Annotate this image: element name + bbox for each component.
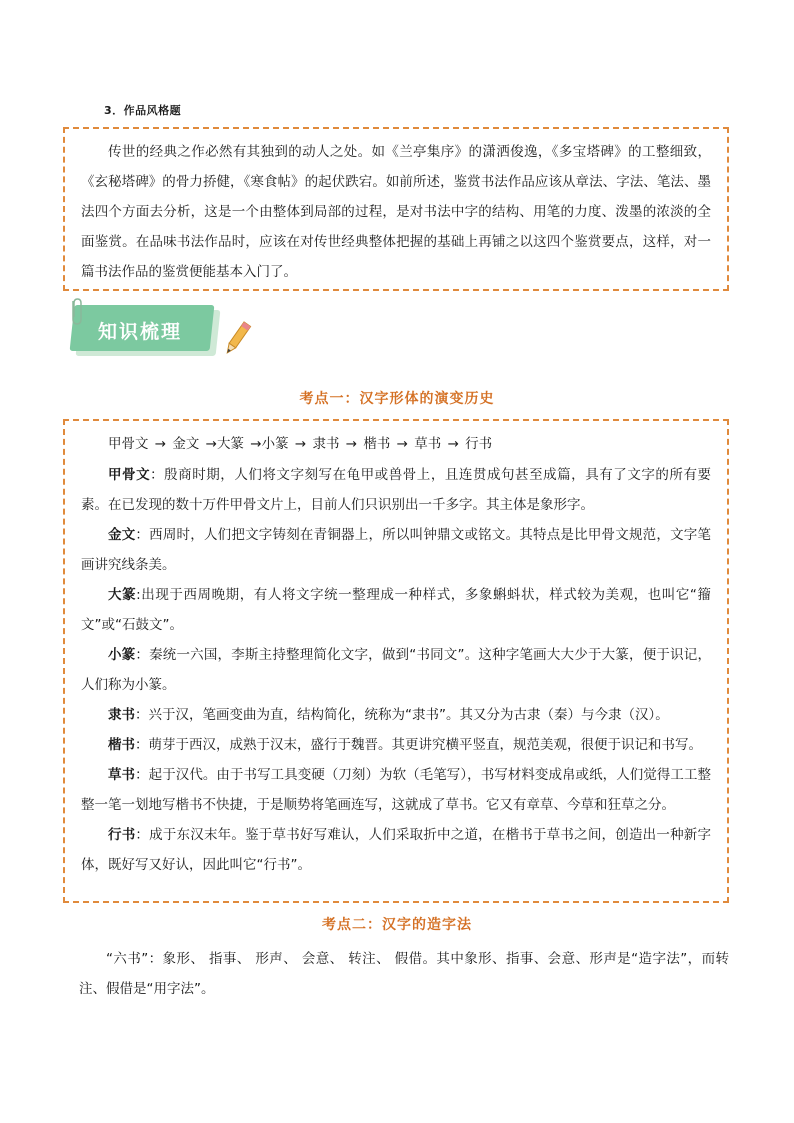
script-item [81,580,711,640]
script-description: ：成于东汉末年。鉴于草书好写难认，人们采取折中之道，在楷书于草书之间，创造出一种新字体，既好写又好认，因此叫它“行书”。 [81,827,712,873]
evolution-sequence: 甲骨文 → 金文 →大篆 →小篆 → 隶书 → 楷书 → 草书 → 行书 [108,436,493,452]
kaodian1-title: 考点一：汉字形体的演变历史 [299,391,495,407]
script-item [81,760,711,820]
script-description: ：西周时，人们把文字铸刻在青铜器上，所以叫钟鼎文或铭文。其特点是比甲骨文规范，文字笔画讲究线条美。 [81,527,712,573]
kaodian1-box [63,419,729,903]
script-description: ：萌芽于西汉，成熟于汉末，盛行于魏晋。其更讲究横平竖直，规范美观，很便于识记和书写。 [135,737,702,753]
script-item [81,640,711,700]
section-heading: 3．作品风格题 [104,104,182,117]
kaodian2-title: 考点二：汉字的造字法 [322,917,472,933]
script-description: ：秦统一六国，李斯主持整理简化文字，做到“书同文”。这种字笔画大大少于大篆，便于识记，人们称为小篆。 [81,647,711,693]
script-description: ：兴于汉，笔画变曲为直，结构简化，统称为“隶书”。其又分为古隶（秦）与今隶（汉）。 [135,707,669,723]
script-item [81,730,711,760]
script-term: 金文 [108,527,136,543]
script-description: ：殷商时期，人们将文字刻写在龟甲或兽骨上，且连贯成句甚至成篇，具有了文字的所有要素。在已发现的数十万件甲骨文片上，目前人们只识别出一千多字。其主体是象形字。 [81,467,712,513]
script-term: 楷书 [108,737,135,753]
script-item [81,820,711,880]
liushu-paragraph: “六书”：象形、 指事、 形声、 会意、 转注、 假借。其中象形、指事、会意、形声是“造字法”，而转注、假借是“用字法”。 [79,951,729,997]
script-term: 行书 [108,827,136,843]
script-term: 草书 [108,767,136,783]
knowledge-banner [72,305,262,363]
banner-title: 知识梳理 [98,321,183,343]
pencil-icon [220,319,254,359]
script-item [81,520,711,580]
script-description: ：起于汉代。由于书写工具变硬（刀刻）为软（毛笔写），书写材料变成帛或纸，人们觉得工工整整一笔一划地写楷书不快捷，于是顺势将笔画连写，这就成了草书。它又有章草、今草和狂草之分。 [81,767,712,813]
script-term: 小篆 [108,647,136,663]
script-term: 甲骨文 [108,467,151,483]
script-item [81,460,711,520]
style-question-box [63,127,729,291]
script-description: :出现于西周晚期，有人将文字统一整理成一种样式，多象蝌蚪状，样式较为美观，也叫它“籀文”或“石鼓文”。 [81,587,711,633]
paperclip-icon [68,297,84,327]
script-term: 隶书 [108,707,135,723]
script-item [81,700,711,730]
script-term: 大篆 [108,587,137,603]
style-question-paragraph: 传世的经典之作必然有其独到的动人之处。如《兰亭集序》的潇洒俊逸，《多宝塔碑》的工整细致，《玄秘塔碑》的骨力挢健，《寒食帖》的起伏跌宕。如前所述，鉴赏书法作品应该从章法、字法、笔法、墨法四个方面去分析，这是一个由整体到局部的过程，是对书法中字的结构、用笔的力度、泼墨的浓淡的全面鉴赏。在品味书法作品时，应该在对传世经典整体把握的基础上再铺之以这四个鉴赏要点，这样，对一篇书法作品的鉴赏便能基本入门了。 [81,144,711,280]
script-list [81,460,711,880]
